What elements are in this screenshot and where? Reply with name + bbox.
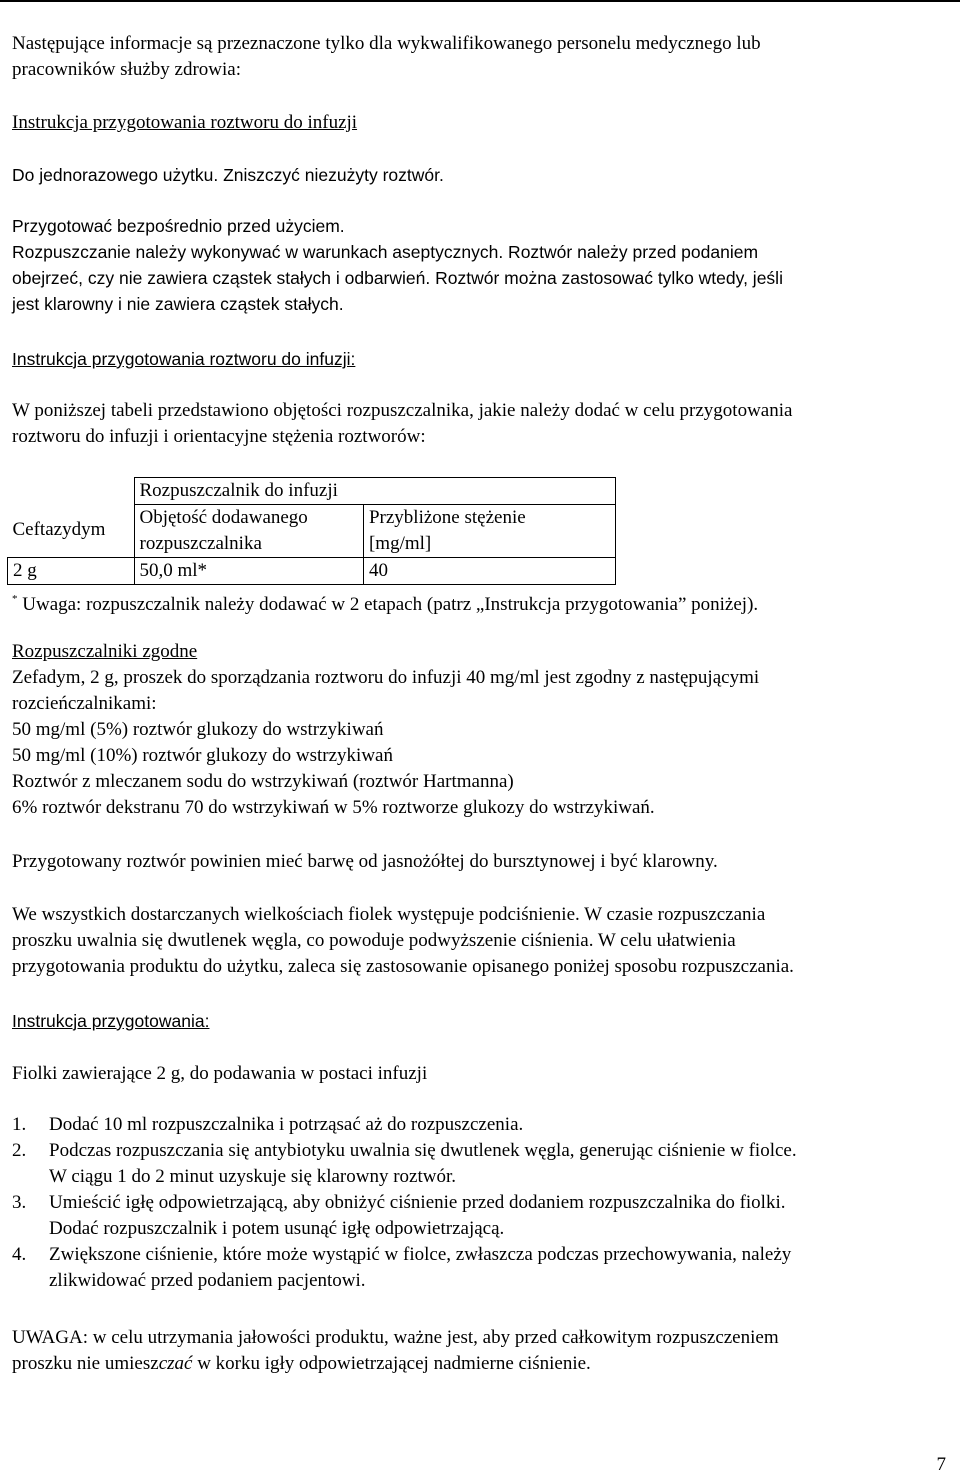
intro-paragraph: Następujące informacje są przeznaczone tylko dla wykwalifikowanego personelu medycznego lub pracowników służby zdrowia: (12, 33, 761, 80)
cell-dose: 2 g (8, 558, 135, 585)
cell-conc: 40 (363, 558, 615, 585)
table-row (8, 558, 616, 585)
single-use-note: Do jednorazowego użytku. Zniszczyć niezużyty roztwór. (12, 165, 444, 185)
col-volume-header: Objętość dodawanego rozpuszczalnika (134, 505, 363, 558)
color-note: Przygotowany roztwór powinien mieć barwę od jasnożółtej do bursztynowej i być klarowny. (12, 851, 718, 872)
col-conc-header: Przybliżone stężenie [mg/ml] (363, 505, 615, 558)
compatible-list: Zefadym, 2 g, proszek do sporządzania roztworu do infuzji 40 mg/ml jest zgodny z następującymi rozcieńczalnikami: 50 mg/ml (5%) roztwór glukozy do wstrzykiwań 50 mg/ml (10%) roztwór glukozy do wstrzykiwań Roztwór z mleczanem sodu do wstrzykiwań (roztwór Hartmanna) 6% roztwór dekstranu 70 do wstrzykiwań w 5% roztworze glukozy do wstrzykiwań. (12, 667, 760, 818)
steps-list (12, 1112, 954, 1294)
list-item: 2. Podczas rozpuszczania się antybiotyku uwalnia się dwutlenek węgla, generując ciśnienie w fiolce. W ciągu 1 do 2 minut uzyskuje się klarowny roztwór. (12, 1140, 797, 1187)
top-rule (0, 0, 960, 2)
document-title: Instrukcja przygotowania roztworu do infuzji (12, 112, 358, 133)
prep-heading: Instrukcja przygotowania: (12, 1011, 210, 1031)
warning-paragraph: UWAGA: w celu utrzymania jałowości produktu, ważne jest, aby przed całkowitym rozpuszczeniem proszku nie umieszczać w korku igły odpowietrzającej nadmierne ciśnienie. (12, 1327, 779, 1374)
page-number: 7 (936, 1454, 946, 1475)
infusion-heading: Instrukcja przygotowania roztworu do infuzji: (12, 349, 356, 369)
cell-volume: 50,0 ml* (134, 558, 363, 585)
table-intro: W poniższej tabeli przedstawiono objętości rozpuszczalnika, jakie należy dodać w celu przygotowania roztworu do infuzji i orientacyjne stężenia roztworów: (12, 400, 793, 447)
vials-line: Fiolki zawierające 2 g, do podawania w postaci infuzji (12, 1063, 428, 1084)
footnote-text: Uwaga: rozpuszczalnik należy dodawać w 2 etapach (patrz „Instrukcja przygotowania” poniżej). (17, 594, 759, 615)
vacuum-paragraph: We wszystkich dostarczanych wielkościach fiolek występuje podciśnienie. W czasie rozpuszczania proszku uwalnia się dwutlenek węgla, co powoduje podwyższenie ciśnienia. W celu ułatwienia przygotowania produktu do użytku, zaleca się zastosowanie opisanego poniżej sposobu rozpuszczania. (12, 904, 794, 977)
list-item: 1. Dodać 10 ml rozpuszczalnika i potrząsać aż do rozpuszczenia. (12, 1114, 524, 1135)
list-item: 3. Umieścić igłę odpowietrzającą, aby obniżyć ciśnienie przed dodaniem rozpuszczalnika do fiolki. Dodać rozpuszczalnik i potem usunąć igłę odpowietrzającą. (12, 1192, 786, 1239)
table-footnote (12, 586, 758, 618)
preparation-paragraph: Przygotować bezpośrednio przed użyciem. Rozpuszczanie należy wykonywać w warunkach aseptycznych. Roztwór należy przed podaniem obejrzeć, czy nie zawiera cząstek stałych i odbarwień. Roztwór można zastosować tylko wtedy, jeśli jest klarowny i nie zawiera cząstek stałych. (12, 216, 783, 314)
list-item: 4. Zwiększone ciśnienie, które może wystąpić w fiolce, zwłaszcza podczas przechowywania, należy zlikwidować przed podaniem pacjentowi. (12, 1244, 792, 1291)
dose-table (7, 477, 616, 585)
group-header: Rozpuszczalnik do infuzji (134, 478, 615, 505)
row-header: Ceftazydym (12, 519, 106, 541)
compatible-heading: Rozpuszczalniki zgodne (12, 641, 198, 662)
footnote-mark: * (12, 593, 18, 605)
